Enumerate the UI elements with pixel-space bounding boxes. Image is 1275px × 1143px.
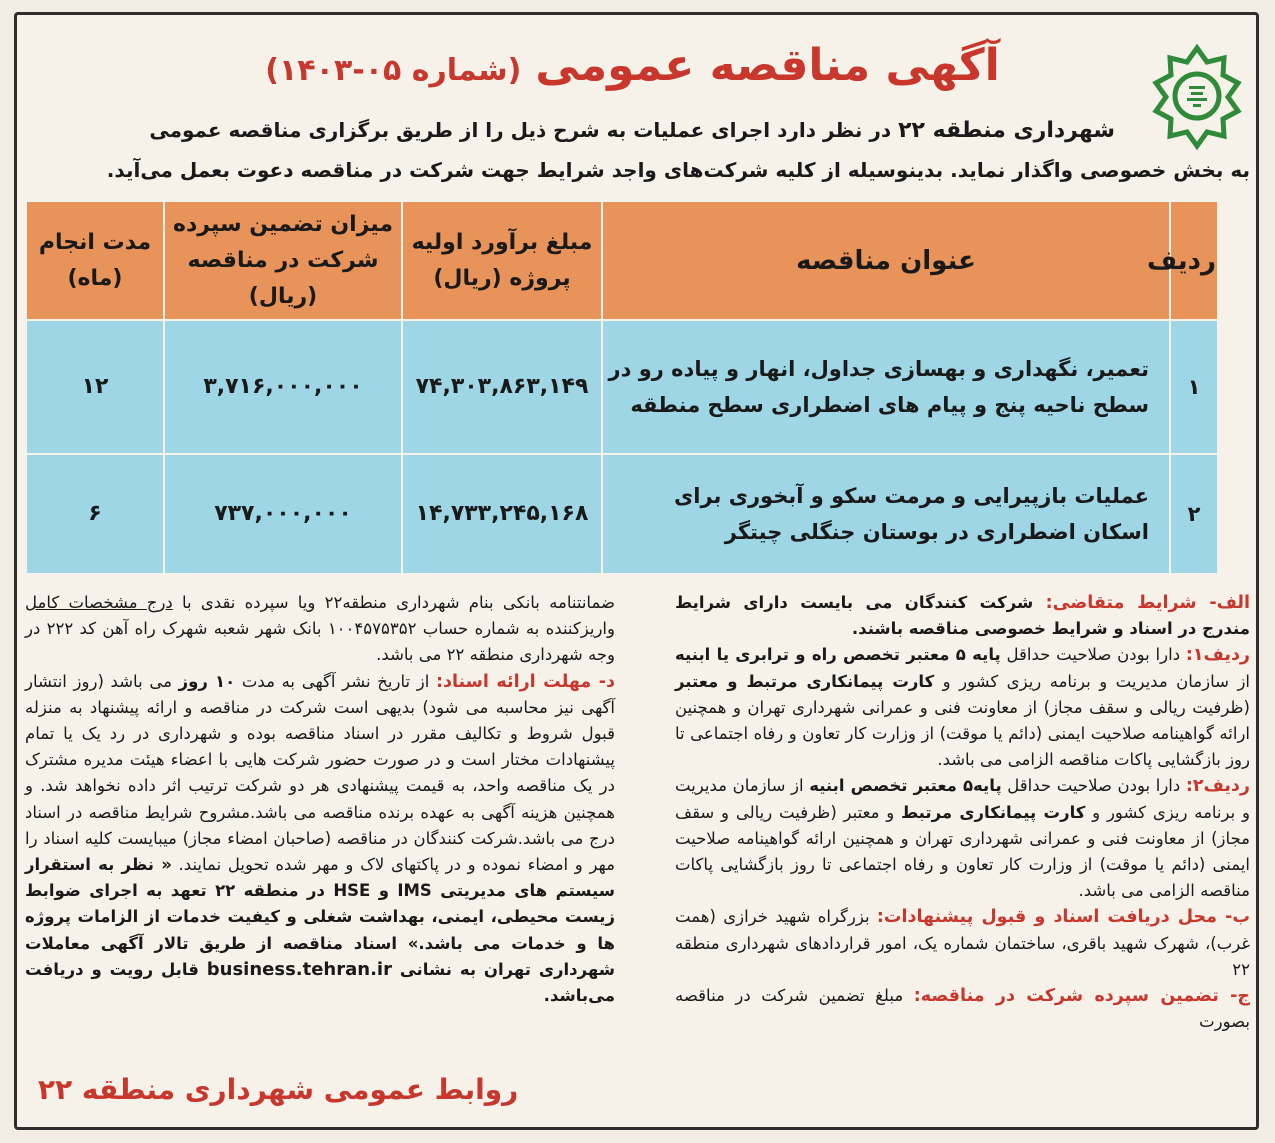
row1-bold-text: پایه ۵ معتبر تخصص راه و ترابری یا ابنیه [675, 645, 1001, 665]
hse-notice: « نظر به استقرار سیستم های مدیریتی IMS و HSE در منطقه ۲۲ تعهد به اجرای ضوابط زیست محیطی، ایمنی، بهداشت شغلی و کیفیت خدمات از الزامات پروژه ها و خدمات می باشد.» [25, 855, 615, 953]
header-estimate: مبلغ برآورد اولیه پروژه (ریال) [402, 201, 602, 320]
row1-heading: ردیف۱: [1185, 645, 1250, 666]
section-b-text: بزرگراه شهید خرازی (همت غرب)، شهرک شهید باقری، ساختمان شماره یک، امور قراردادهای شهرداری منطقه ۲۲ [675, 907, 1250, 979]
guarantee-text: ضمانتنامه بانکی بنام شهرداری منطقه۲۲ ویا سپرده نقدی با [172, 593, 615, 612]
section-d-text: از تاریخ نشر آگهی به مدت [235, 671, 436, 691]
duration-value: ۶ [26, 454, 164, 574]
section-a-text: شرکت کنندگان می بایست دارای شرایط مندرج در اسناد و شرایط خصوصی مناقصه باشند. [675, 593, 1250, 639]
header-title: عنوان مناقصه [602, 201, 1170, 320]
duration-value: ۱۲ [26, 320, 164, 454]
row-number: ۲ [1170, 454, 1218, 574]
guarantee-text: واریزکننده به شماره حساب ۱۰۰۴۵۷۵۳۵۲ بانک شهر شعبه شهرک راه آهن کد ۲۲۲ در وجه شهرداری منطقه ۲۲ می باشد. [25, 619, 615, 665]
row2-text: از سازمان مدیریت و برنامه ریزی کشور و [675, 776, 1250, 822]
guarantee-underlined-text: درج مشخصات کامل [25, 593, 173, 612]
section-d-heading: د- مهلت ارائه اسناد: [435, 671, 616, 692]
conditions-column-left [25, 590, 615, 1009]
conditions-column-right [675, 590, 1250, 1035]
guarantee-value: ۳,۷۱۶,۰۰۰,۰۰۰ [164, 320, 402, 454]
section-a-heading: الف- شرایط متقاضی: [1045, 593, 1250, 613]
row1-text: (ظرفیت ریالی و سقف مجاز) از معاونت فنی و عمرانی شهرداری تهران و همچنین ارائه گواهینامه صلاحیت ایمنی (دائم یا موقت) از وزارت کار تعاون و رفاه اجتماعی تا روز بازگشایی پاکات مناقصه الزامی می باشد. [675, 697, 1250, 770]
header-row-number: ردیف [1170, 201, 1218, 320]
section-d-text: اسناد مناقصه از طریق تالار آگهی معاملات شهرداری تهران به نشانی [25, 933, 615, 979]
tender-title: عملیات بازپیرایی و مرمت سکو و آبخوری برای اسکان اضطراری در بوستان جنگلی چیتگر [602, 454, 1170, 574]
row2-text: دارا بودن صلاحیت حداقل [1001, 776, 1186, 796]
row2-heading: ردیف۲: [1185, 776, 1250, 797]
header-guarantee: میزان تضمین سپرده شرکت در مناقصه (ریال) [164, 201, 402, 320]
website-link[interactable]: business.tehran.ir [206, 958, 392, 980]
row2-text: و معتبر (ظرفیت ریالی و سقف مجاز) از معاونت فنی و عمرانی شهرداری تهران و همچنین ارائه گواهینامه صلاحیت ایمنی (دائم یا موقت) از وزارت کار تعاون و رفاه اجتماعی تا روز بازگشایی پاکات مناقصه الزامی می باشد. [675, 802, 1250, 901]
intro-line-1 [20, 115, 1115, 146]
estimate-value: ۷۴,۳۰۳,۸۶۳,۱۴۹ [402, 320, 602, 454]
tender-table [25, 200, 1219, 575]
estimate-value: ۱۴,۷۳۳,۲۴۵,۱۶۸ [402, 454, 602, 574]
tender-number: (شماره ۰۵-۱۴۰۳) [265, 53, 522, 88]
row-number: ۱ [1170, 320, 1218, 454]
section-c-heading: ج- تضمین سپرده شرکت در مناقصه: [913, 986, 1250, 1007]
tender-title: تعمیر، نگهداری و بهسازی جداول، انهار و پیاده رو در سطح ناحیه پنج و پیام های اضطراری سطح منطقه [602, 320, 1170, 454]
row1-bold-text: کارت پیمانکاری مرتبط و معتبر [675, 671, 935, 691]
row1-text: دارا بودن صلاحیت حداقل [1000, 645, 1186, 665]
table-header-row [26, 201, 1218, 320]
footer-public-relations: روابط عمومی شهرداری منطقه ۲۲ [38, 1073, 519, 1106]
section-d-text: قابل رویت و دریافت می‌باشد. [25, 959, 615, 1006]
section-b-heading: ب- محل دریافت اسناد و قبول پیشنهادات: [876, 907, 1251, 928]
guarantee-value: ۷۳۷,۰۰۰,۰۰۰ [164, 454, 402, 574]
table-row [26, 320, 1218, 454]
tehran-municipality-logo [1141, 40, 1253, 152]
header-duration: مدت انجام (ماه) [26, 201, 164, 320]
table-row [26, 454, 1218, 574]
organization-name: شهرداری منطقه ۲۲ [898, 118, 1115, 143]
deadline-days: ۱۰ روز [178, 671, 236, 691]
intro-text-1: در نظر دارد اجرای عملیات به شرح ذیل را از طریق برگزاری مناقصه عمومی [149, 118, 899, 142]
page-title [150, 40, 1115, 91]
row2-bold-text: کارت پیمانکاری مرتبط [901, 802, 1086, 822]
section-c-text: مبلغ تضمین شرکت در مناقصه بصورت [675, 986, 1250, 1032]
row2-bold-text: پایه۵ معتبر تخصص ابنیه [809, 776, 1002, 796]
title-text: آگهی مناقصه عمومی [535, 40, 1000, 91]
intro-line-2: به بخش خصوصی واگذار نماید. بدینوسیله از کلیه شرکت‌های واجد شرایط جهت شرکت در مناقصه دعوت بعمل می‌آید. [106, 158, 1250, 182]
section-d-text: می باشد (روز انتشار آگهی نیز محاسبه می شود) بدیهی است شرکت در مناقصه و ارائه پیشنهاد به منزله قبول شروط و تکالیف مقرر در اسناد مناقصه بوده و شهرداری در رد یک یا تمام پیشنهادات مختار است و در صورت حضور شرکت هایی با اعضاء هیئت مدیره مشترک در یک مناقصه واحد، به قیمت پیشنهادی هر دو شرکت ترتیب اثر داده نخواهد شد. و همچنین هزینه آگهی به عهده برنده مناقصه می باشد.مشروح شرایط مناقصه در اسناد درج می باشد.شرکت کنندگان در مناقصه (صاحبان امضاء مجاز) میبایست کلیه اسناد را مهر و امضاء نموده و در پاکتهای لاک و مهر شده تحویل نمایند. [25, 671, 615, 875]
row1-text: از سازمان مدیریت و برنامه ریزی کشور و [934, 671, 1250, 691]
